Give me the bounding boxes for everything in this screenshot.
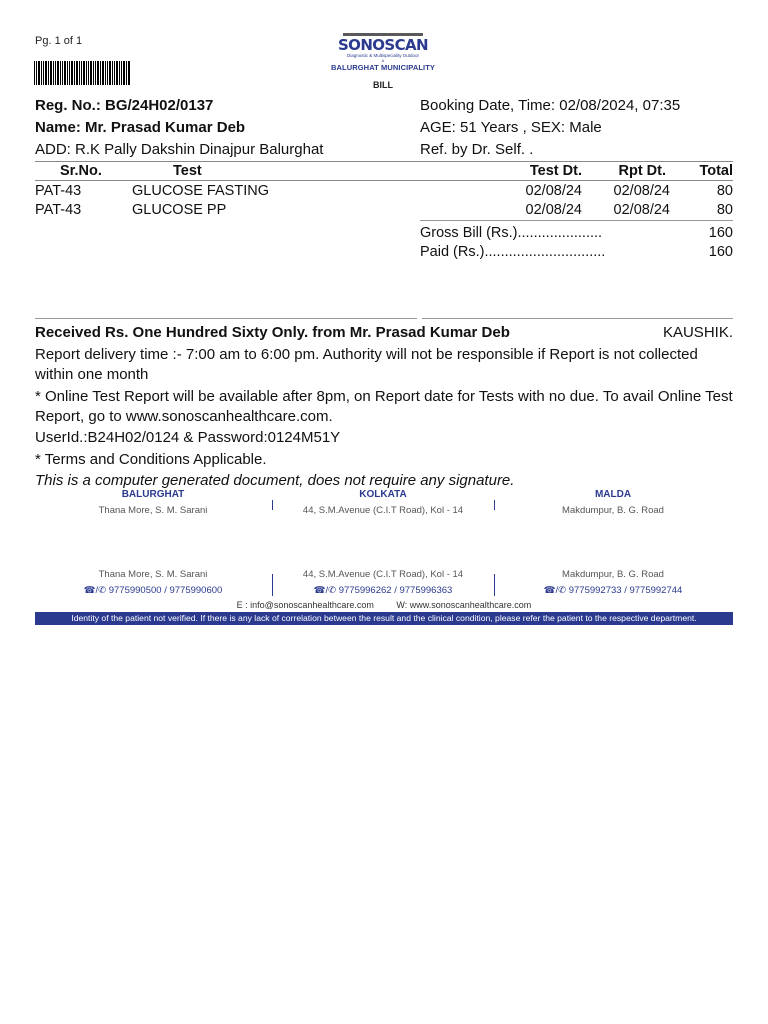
header-test: Test bbox=[173, 163, 202, 179]
footer-website: W: www.sonoscanhealthcare.com bbox=[396, 600, 532, 610]
row-1-total: 80 bbox=[716, 183, 733, 199]
paid-label: Paid (Rs.).............................. bbox=[420, 244, 606, 260]
totals-rule bbox=[420, 220, 733, 221]
referred-by: Ref. by Dr. Self. . bbox=[420, 141, 534, 158]
signed-by: KAUSHIK. bbox=[662, 324, 733, 341]
terms-note: * Terms and Conditions Applicable. bbox=[35, 451, 267, 468]
branch-malda-phone: ☎/✆ 9775992733 / 9775992744 bbox=[543, 585, 683, 596]
received-amount-text: Received Rs. One Hundred Sixty Only. from Mr. Prasad Kumar Deb bbox=[35, 324, 510, 341]
row-1-srno: PAT-43 bbox=[35, 183, 82, 199]
row-1-test: GLUCOSE FASTING bbox=[132, 183, 269, 199]
online-report-note: * Online Test Report will be available after 8pm, on Report date for Tests with no due. To avail Online Test Report, go to www.sonoscanhealthcare.com. bbox=[35, 388, 733, 425]
logo-amp: & bbox=[381, 58, 385, 63]
row-1-report-date: 02/08/24 bbox=[613, 183, 670, 199]
logo-name: SONOSCAN bbox=[337, 36, 429, 54]
signature-rule-right bbox=[422, 318, 733, 319]
row-2-test: GLUCOSE PP bbox=[132, 202, 227, 218]
logo-subtitle: Diagnostic & Multispeciality Outdoor bbox=[346, 53, 420, 58]
patient-address: ADD: R.K Pally Dakshin Dinajpur Balurghat bbox=[35, 141, 324, 158]
branch-kolkata-address-bottom: 44, S.M.Avenue (C.I.T Road), Kol - 14 bbox=[302, 569, 464, 580]
footer-email: E : info@sonoscanhealthcare.com bbox=[236, 600, 374, 610]
header-test-date: Test Dt. bbox=[529, 163, 582, 179]
header-srno: Sr.No. bbox=[60, 163, 102, 179]
user-credentials: UserId.:B24H02/0124 & Password:0124M51Y bbox=[35, 429, 341, 446]
logo-branch: BALURGHAT MUNICIPALITY bbox=[331, 63, 435, 72]
branch-malda-address-top: Makdumpur, B. G. Road bbox=[562, 505, 664, 516]
header-report-date: Rpt Dt. bbox=[618, 163, 666, 179]
delivery-note: Report delivery time :- 7:00 am to 6:00 pm. Authority will not be responsible if Report is not collected within one month bbox=[35, 346, 698, 383]
footer-contact bbox=[0, 600, 768, 610]
registration-number: Reg. No.: BG/24H02/0137 bbox=[35, 97, 214, 114]
paid-value: 160 bbox=[708, 244, 733, 260]
branch-malda-address-bottom: Makdumpur, B. G. Road bbox=[562, 569, 664, 580]
row-2-srno: PAT-43 bbox=[35, 202, 82, 218]
row-1-test-date: 02/08/24 bbox=[525, 183, 582, 199]
branch-balurghat-address-top: Thana More, S. M. Sarani bbox=[98, 505, 208, 516]
patient-name: Name: Mr. Prasad Kumar Deb bbox=[35, 119, 246, 136]
gross-bill-label: Gross Bill (Rs.)..................... bbox=[420, 225, 603, 241]
branch-balurghat-address-bottom: Thana More, S. M. Sarani bbox=[98, 569, 208, 580]
age-sex: AGE: 51 Years , SEX: Male bbox=[420, 119, 602, 136]
branch-balurghat-phone: ☎/✆ 9775990500 / 9775990600 bbox=[83, 585, 223, 596]
booking-datetime: Booking Date, Time: 02/08/2024, 07:35 bbox=[420, 97, 681, 114]
footer-disclaimer: Identity of the patient not verified. If there is any lack of correlation between the result and the clinical condition, please refer the patient to the respective department. bbox=[35, 612, 733, 625]
gross-bill-value: 160 bbox=[708, 225, 733, 241]
branch-malda-name: MALDA bbox=[594, 489, 632, 500]
signature-rule-left bbox=[35, 318, 417, 319]
header-total: Total bbox=[699, 163, 733, 179]
branch-balurghat-name: BALURGHAT bbox=[121, 489, 185, 500]
row-2-test-date: 02/08/24 bbox=[525, 202, 582, 218]
sonoscan-logo bbox=[330, 33, 436, 73]
row-2-report-date: 02/08/24 bbox=[613, 202, 670, 218]
branch-kolkata-address-top: 44, S.M.Avenue (C.I.T Road), Kol - 14 bbox=[302, 505, 464, 516]
barcode-icon bbox=[34, 61, 130, 85]
branch-kolkata-phone: ☎/✆ 9775996262 / 9775996363 bbox=[313, 585, 453, 596]
document-title: BILL bbox=[373, 80, 393, 90]
footer-divider-2-top bbox=[494, 500, 495, 510]
page-number: Pg. 1 of 1 bbox=[35, 35, 83, 47]
table-header-rule bbox=[35, 180, 733, 181]
row-2-total: 80 bbox=[716, 202, 733, 218]
branch-kolkata-name: KOLKATA bbox=[359, 489, 407, 500]
footer-divider-1-top bbox=[272, 500, 273, 510]
computer-generated-note: This is a computer generated document, does not require any signature. bbox=[35, 472, 515, 489]
footer-divider-2 bbox=[494, 574, 495, 596]
